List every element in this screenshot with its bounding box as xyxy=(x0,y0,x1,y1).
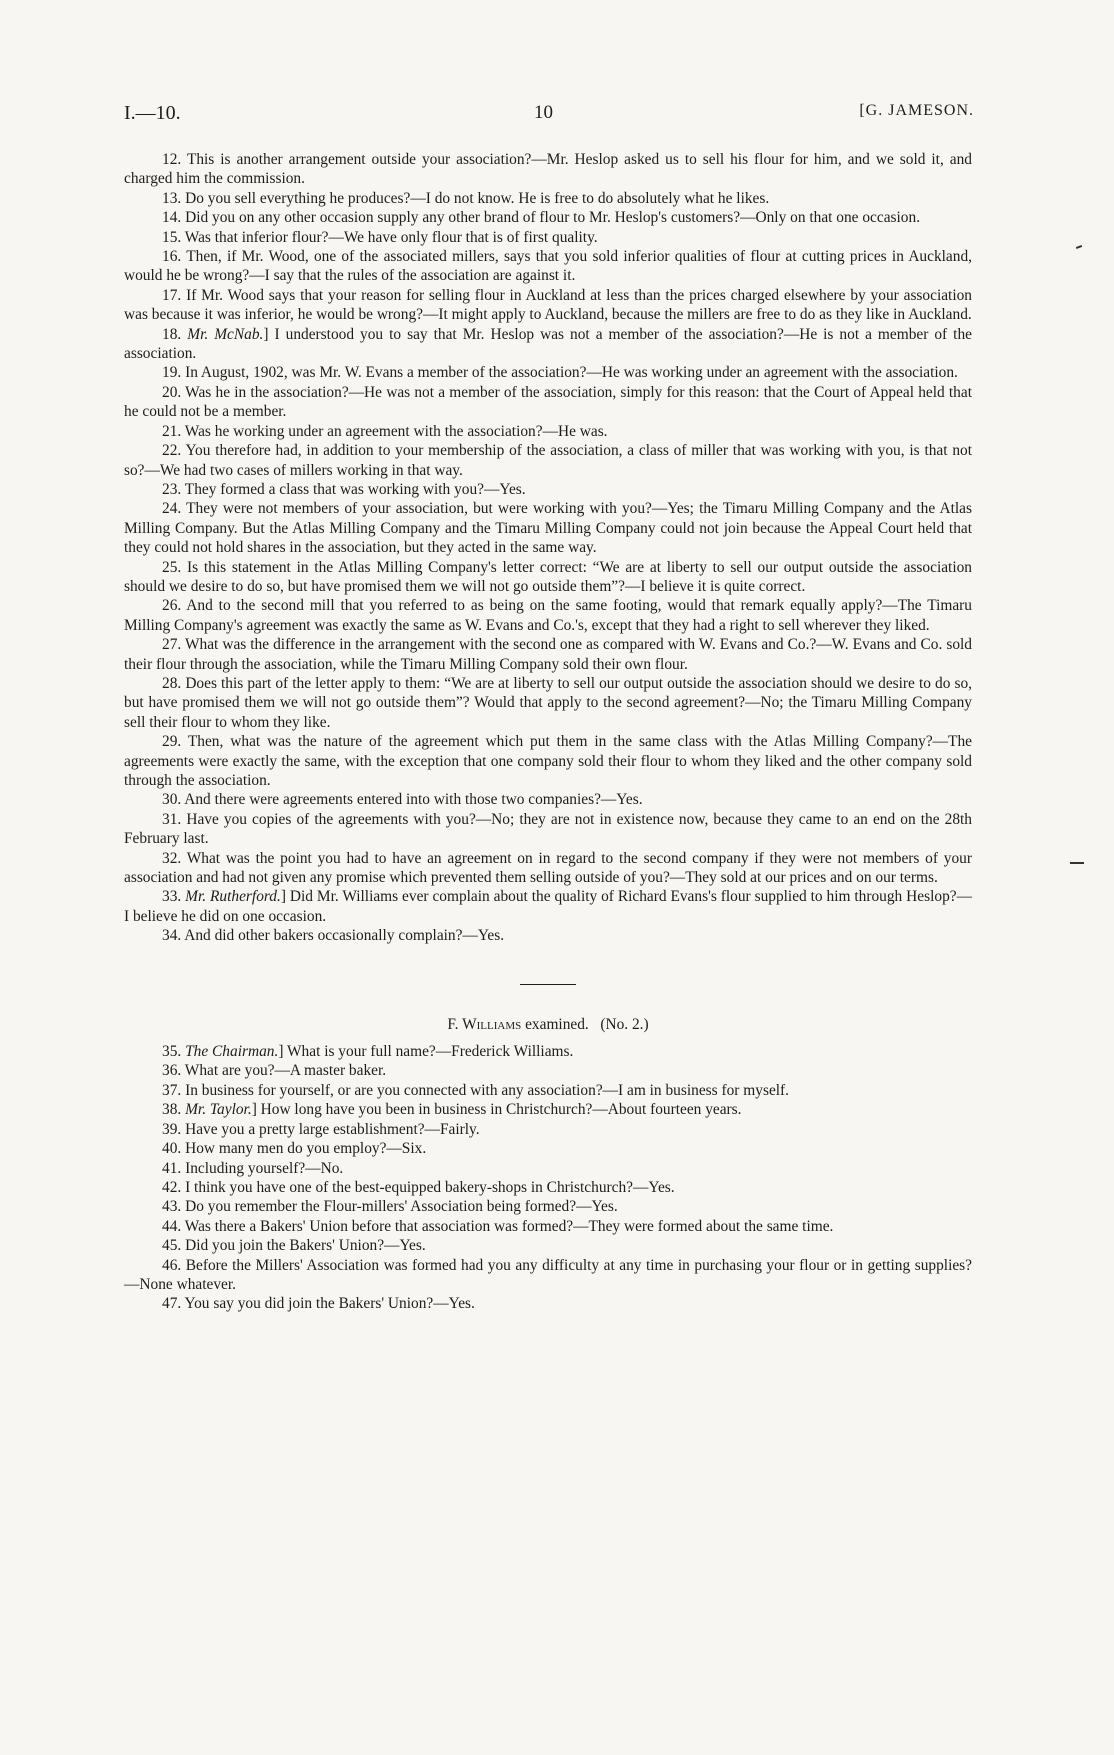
question-answer xyxy=(124,1120,972,1139)
question-answer xyxy=(124,363,972,382)
question-answer xyxy=(124,926,972,945)
question-answer xyxy=(124,635,972,674)
question-answer xyxy=(124,887,972,926)
question-answer xyxy=(124,422,972,441)
witness-heading-number: (No. 2.) xyxy=(600,1015,649,1033)
testimony-text: 32. What was the point you had to have an agreement on in regard to the second company if they were not members of your association and had not given any promise which prevented them selling outside of you?—They sold at our prices and on our terms. xyxy=(124,849,972,887)
question-answer xyxy=(124,286,972,325)
question-answer xyxy=(124,189,972,208)
question-answer xyxy=(124,325,972,364)
testimony-text: 17. If Mr. Wood says that your reason for selling flour in Auckland at less than the prices charged elsewhere by your association was because it was inferior, he would be wrong?—It might apply to Auckland, because the millers are free to do as they like in Auckland. xyxy=(124,286,972,324)
page-number: 10 xyxy=(534,102,553,123)
testimony-text: ] I understood you to say that Mr. Heslop was not a member of the association?—He is not a member of the association. xyxy=(124,325,972,363)
question-answer xyxy=(124,1178,972,1197)
testimony-text: 44. Was there a Bakers' Union before that association was formed?—They were formed about the same time. xyxy=(162,1217,834,1235)
section-heading xyxy=(124,1015,972,1034)
testimony-text: 24. They were not members of your association, but were working with you?—Yes; the Timaru Milling Company and the Atlas Milling Company. But the Atlas Milling Company and the Timaru Milling Company could not join because the Appeal Court held that they could not hold shares in the association, but they acted in the same way. xyxy=(124,500,972,557)
speaker-name: Mr. Taylor. xyxy=(185,1101,252,1119)
testimony-text: ] Did Mr. Williams ever complain about the quality of Richard Evans's flour supplied to him through Heslop?—I believe he did on one occasion. xyxy=(124,888,972,925)
testimony-text: ] What is your full name?—Frederick Williams. xyxy=(278,1043,574,1061)
testimony-text: 19. In August, 1902, was Mr. W. Evans a member of the association?—He was working under an agreement with the association. xyxy=(162,364,958,382)
testimony-text: 25. Is this statement in the Atlas Milling Company's letter correct: “We are at liberty to sell our output outside the association should we desire to do so, but have promised them we will not go outside them”?—I believe it is quite correct. xyxy=(124,558,972,595)
question-answer xyxy=(124,810,972,849)
question-answer xyxy=(124,790,972,809)
testimony-text: 14. Did you on any other occasion supply any other brand of flour to Mr. Heslop's customers?—Only on that one occasion. xyxy=(162,209,921,227)
question-answer xyxy=(124,208,972,227)
testimony-text: 23. They formed a class that was working with you?—Yes. xyxy=(162,480,526,498)
question-answer xyxy=(124,1294,972,1313)
testimony-part-1 xyxy=(124,150,972,946)
testimony-text: 45. Did you join the Bakers' Union?—Yes. xyxy=(162,1237,426,1255)
question-answer xyxy=(124,1042,972,1061)
testimony-text: 22. You therefore had, in addition to your membership of the association, a class of miller that was working with you, is that not so?—We had two cases of millers working in that way. xyxy=(124,442,972,479)
document-body xyxy=(124,150,972,1314)
question-answer xyxy=(124,1081,972,1100)
testimony-text: 26. And to the second mill that you referred to as being on the same footing, would that remark equally apply?—The Timaru Milling Company's agreement was exactly the same as W. Evans and Co.'s, except that they had a right to sell wherever they liked. xyxy=(124,597,972,634)
margin-mark xyxy=(1070,862,1084,864)
margin-mark xyxy=(1076,245,1082,249)
section-divider xyxy=(520,984,576,985)
witness-name: [G. JAMESON. xyxy=(859,102,974,119)
testimony-text: 29. Then, what was the nature of the agreement which put them in the same class with the Atlas Milling Company?—The agreements were exactly the same, with the exception that one company sold their flour to whom they liked and the other company sold through the association. xyxy=(124,733,972,789)
question-answer xyxy=(124,480,972,499)
question-number: 18. xyxy=(162,325,182,343)
question-number: 38. xyxy=(162,1101,182,1119)
testimony-text: 15. Was that inferior flour?—We have only flour that is of first quality. xyxy=(162,228,598,246)
testimony-text: 27. What was the difference in the arrangement with the second one as compared with W. Evans and Co.?—W. Evans and Co. sold their flour through the association, while the Timaru Milling Company sold their own flour. xyxy=(124,636,972,673)
testimony-text: 30. And there were agreements entered into with those two companies?—Yes. xyxy=(162,791,643,809)
testimony-text: 28. Does this part of the letter apply to them: “We are at liberty to sell our output outside the association should we desire to do so, but have promised them we will not go outside them”? Would that apply to the second agreement?—No; the Timaru Milling Company sell their flour to whom they like. xyxy=(124,674,972,731)
question-answer xyxy=(124,849,972,888)
testimony-part-2 xyxy=(124,1042,972,1314)
question-answer xyxy=(124,1197,972,1216)
testimony-text: 36. What are you?—A master baker. xyxy=(162,1062,387,1080)
witness-heading-rest: examined. xyxy=(525,1015,589,1033)
testimony-text: 20. Was he in the association?—He was not a member of the association, simply for this reason: that the Court of Appeal held that he could not be a member. xyxy=(124,383,972,421)
question-answer xyxy=(124,441,972,480)
question-answer xyxy=(124,383,972,422)
question-answer xyxy=(124,1061,972,1080)
testimony-text: 42. I think you have one of the best-equipped bakery-shops in Christchurch?—Yes. xyxy=(162,1178,675,1196)
testimony-text: 12. This is another arrangement outside your association?—Mr. Heslop asked us to sell his flour for him, and we sold it, and charged him the commission. xyxy=(124,151,972,188)
speaker-name: The Chairman. xyxy=(185,1043,279,1061)
question-answer xyxy=(124,1139,972,1158)
testimony-text: 47. You say you did join the Bakers' Union?—Yes. xyxy=(162,1295,475,1313)
page-header xyxy=(124,102,974,126)
testimony-text: ] How long have you been in business in Christchurch?—About fourteen years. xyxy=(251,1101,742,1119)
testimony-text: 41. Including yourself?—No. xyxy=(162,1159,344,1177)
question-answer xyxy=(124,247,972,286)
testimony-text: 43. Do you remember the Flour-millers' Association being formed?—Yes. xyxy=(162,1198,618,1216)
question-answer xyxy=(124,732,972,790)
speaker-name: Mr. Rutherford. xyxy=(185,888,281,906)
question-answer xyxy=(124,228,972,247)
testimony-text: 40. How many men do you employ?—Six. xyxy=(162,1140,427,1158)
testimony-text: 16. Then, if Mr. Wood, one of the associated millers, says that you sold inferior qualities of flour at cutting prices in Auckland, would he be wrong?—I say that the rules of the association are against it. xyxy=(124,248,972,285)
testimony-text: 21. Was he working under an agreement with the association?—He was. xyxy=(162,422,608,440)
question-answer xyxy=(124,558,972,597)
testimony-text: 37. In business for yourself, or are you connected with any association?—I am in business for myself. xyxy=(162,1081,790,1099)
paper-reference: I.—10. xyxy=(124,102,181,124)
question-answer xyxy=(124,596,972,635)
question-answer xyxy=(124,499,972,557)
question-number: 33. xyxy=(162,888,182,906)
question-number: 35. xyxy=(162,1043,182,1061)
witness-heading-name: F. Williams xyxy=(447,1015,522,1033)
testimony-text: 39. Have you a pretty large establishment?—Fairly. xyxy=(162,1120,480,1138)
question-answer xyxy=(124,1217,972,1236)
testimony-text: 13. Do you sell everything he produces?—I do not know. He is free to do absolutely what he likes. xyxy=(162,189,770,207)
question-answer xyxy=(124,1236,972,1255)
question-answer xyxy=(124,674,972,732)
question-answer xyxy=(124,1256,972,1295)
speaker-name: Mr. McNab. xyxy=(187,325,264,343)
testimony-text: 46. Before the Millers' Association was formed had you any difficulty at any time in purchasing your flour or in getting supplies?—None whatever. xyxy=(124,1256,972,1293)
question-answer xyxy=(124,1100,972,1119)
question-answer xyxy=(124,150,972,189)
testimony-text: 34. And did other bakers occasionally complain?—Yes. xyxy=(162,927,505,945)
testimony-text: 31. Have you copies of the agreements with you?—No; they are not in existence now, because they came to an end on the 28th February last. xyxy=(124,810,972,848)
question-answer xyxy=(124,1159,972,1178)
